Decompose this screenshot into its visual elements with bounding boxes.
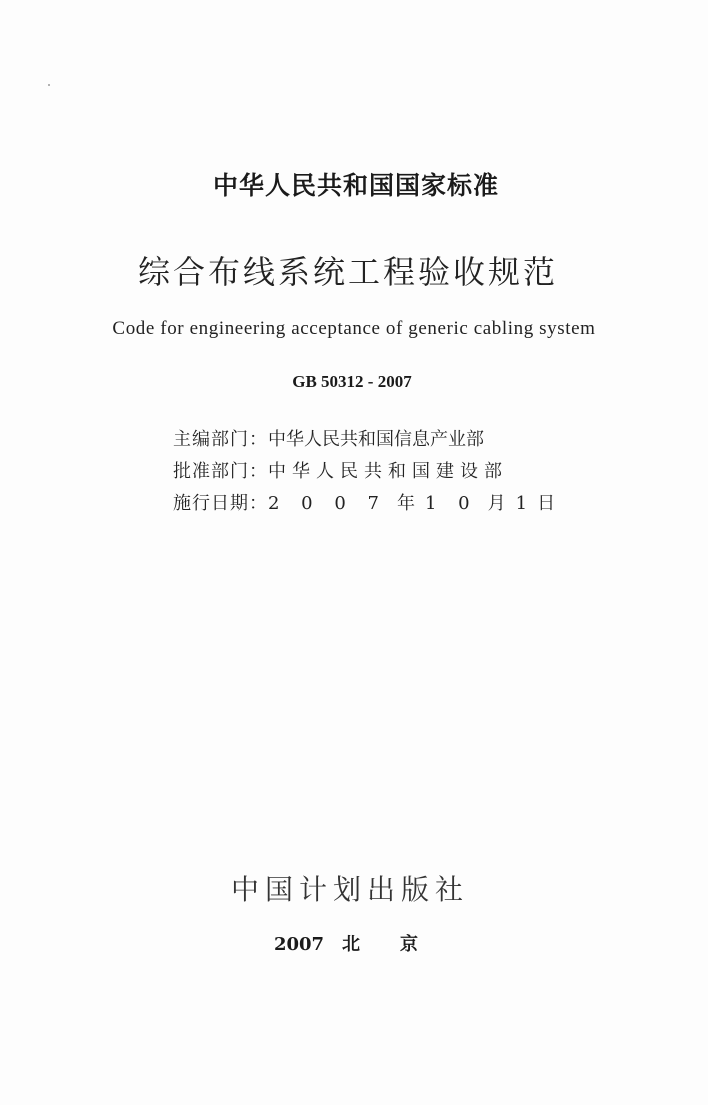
info-block — [173, 424, 565, 520]
effective-label: 施行日期： — [173, 493, 268, 514]
editor-value: 中华人民共和国信息产业部 — [268, 429, 484, 450]
title-english: Code for engineering acceptance of generic cabling system — [112, 318, 596, 339]
effective-year: 2 0 0 7 — [268, 493, 387, 514]
publication-place — [0, 930, 700, 956]
approver-label: 批准部门： — [173, 461, 268, 482]
standard-code: GB 50312 - 2007 — [292, 372, 412, 391]
standard-category: 中华人民共和国国家标准 — [212, 171, 499, 200]
scan-speck — [48, 84, 50, 86]
title-chinese: 综合布线系统工程验收规范 — [137, 253, 558, 291]
effective-month: 1 0 — [424, 493, 478, 514]
effective-date-row — [173, 488, 565, 520]
effective-date — [268, 493, 565, 514]
approver-row — [173, 456, 565, 488]
publication-year: 2007 — [273, 934, 325, 955]
publication-city-part-1: 北 — [342, 934, 361, 955]
publisher-name: 中国计划出版社 — [230, 873, 469, 906]
effective-year-unit: 年 — [396, 493, 415, 514]
editor-row — [173, 424, 565, 456]
approver-value: 中华人民共和国建设部 — [268, 461, 508, 482]
effective-month-unit: 月 — [487, 493, 506, 514]
effective-day: 1 — [515, 493, 528, 514]
editor-label: 主编部门： — [173, 429, 268, 450]
effective-day-unit: 日 — [537, 493, 556, 514]
publication-city-part-2: 京 — [400, 934, 419, 955]
